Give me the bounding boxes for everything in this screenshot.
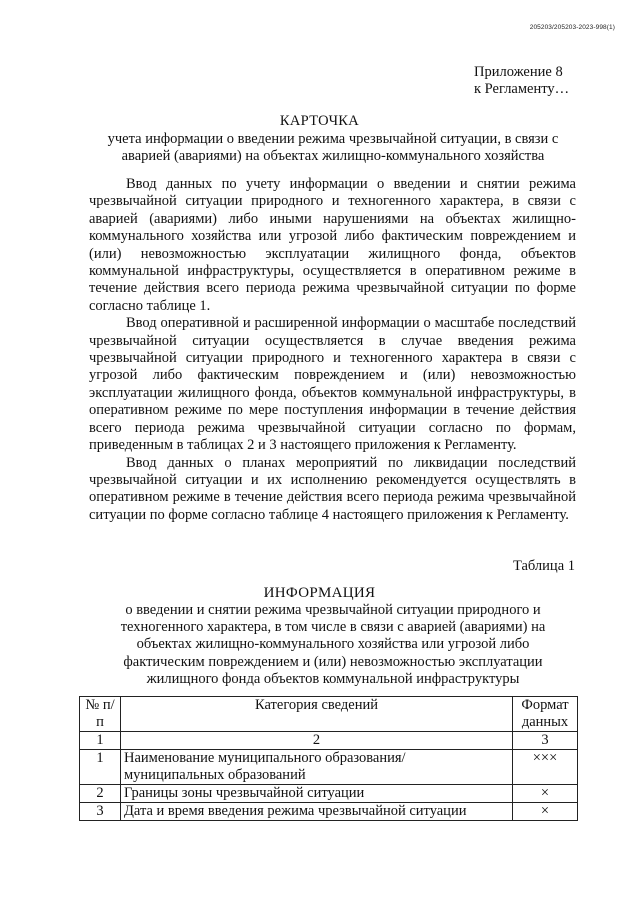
appendix-reference (474, 64, 569, 98)
numbering-col-1: 1 (80, 732, 121, 750)
header-format: Формат данных (513, 697, 578, 732)
body-text (89, 176, 576, 524)
document-id-stamp: 205203/205203-2023-998(1) (529, 24, 615, 31)
table-row (80, 785, 578, 803)
row-num: 3 (80, 803, 121, 821)
row-category: Границы зоны чрезвычайной ситуации (121, 785, 513, 803)
numbering-col-3: 3 (513, 732, 578, 750)
card-subtitle: учета информации о введении режима чрезвычайной ситуации, в связи с аварией (авариями) на объектах жилищно-коммунального хозяйства (107, 131, 559, 164)
row-category: Дата и время введения режима чрезвычайной ситуации (121, 803, 513, 821)
header-category: Категория сведений (121, 697, 513, 732)
numbering-col-2: 2 (121, 732, 513, 750)
row-category: Наименование муниципального образования/ муниципальных образований (121, 750, 513, 785)
paragraph-2: Ввод оперативной и расширенной информации о масштабе последствий чрезвычайной ситуации осуществляется в случае введения режима чрезвычайной ситуации природного и техногенного характера в связи с угрозой либо фактическим повреждением и (или) невозможностью эксплуатации жилищного фонда, объектов коммунальной инфраструктуры, в оперативном режиме по мере поступления информации в течение действия всего периода режима чрезвычайной ситуации согласно по формам, приведенным в таблицах 2 и 3 настоящего приложения к Регламенту. (89, 315, 576, 454)
appendix-line-2: к Регламенту… (474, 81, 570, 97)
card-title: КАРТОЧКА (279, 113, 360, 129)
table-numbering-row (80, 732, 578, 750)
row-num: 2 (80, 785, 121, 803)
row-num: 1 (80, 750, 121, 785)
table-label: Таблица 1 (512, 558, 575, 574)
paragraph-1: Ввод данных по учету информации о введении и снятии режима чрезвычайной ситуации природного и техногенного характера, в связи с аварией (авариями) либо иными нарушениями на объектах жилищно-коммунального хозяйства или угрозой либо фактическим повреждением и (или) невозможностью эксплуатации жилищного фонда, объектов коммунальной инфраструктуры, осуществляется в оперативном режиме в течение действия всего периода режима чрезвычайной ситуации по форме согласно таблице 1. (89, 176, 576, 314)
row-format: × (513, 785, 578, 803)
table-header-row (80, 697, 578, 732)
row-format: × (513, 803, 578, 821)
paragraph-3: Ввод данных о планах мероприятий по ликвидации последствий чрезвычайной ситуации и их исполнению рекомендуется осуществлять в оперативном режиме в течение действия всего периода режима чрезвычайной ситуации по форме согласно таблице 4 настоящего приложения к Регламенту. (89, 454, 576, 523)
appendix-line-1: Приложение 8 (474, 64, 563, 80)
row-format: ××× (513, 750, 578, 785)
info-table (79, 696, 578, 821)
table-row (80, 750, 578, 785)
header-num: № п/п (80, 697, 121, 732)
info-title: ИНФОРМАЦИЯ (263, 585, 376, 601)
info-subtitle: о введении и снятии режима чрезвычайной ситуации природного и техногенного характера, в том числе в связи с аварией (авариями) на объектах жилищно-коммунального хозяйства или угрозой либо фактическим повреждением и (или) невозможностью эксплуатации жилищного фонда объектов коммунальной инфраструктуры (120, 602, 546, 687)
table-row (80, 803, 578, 821)
